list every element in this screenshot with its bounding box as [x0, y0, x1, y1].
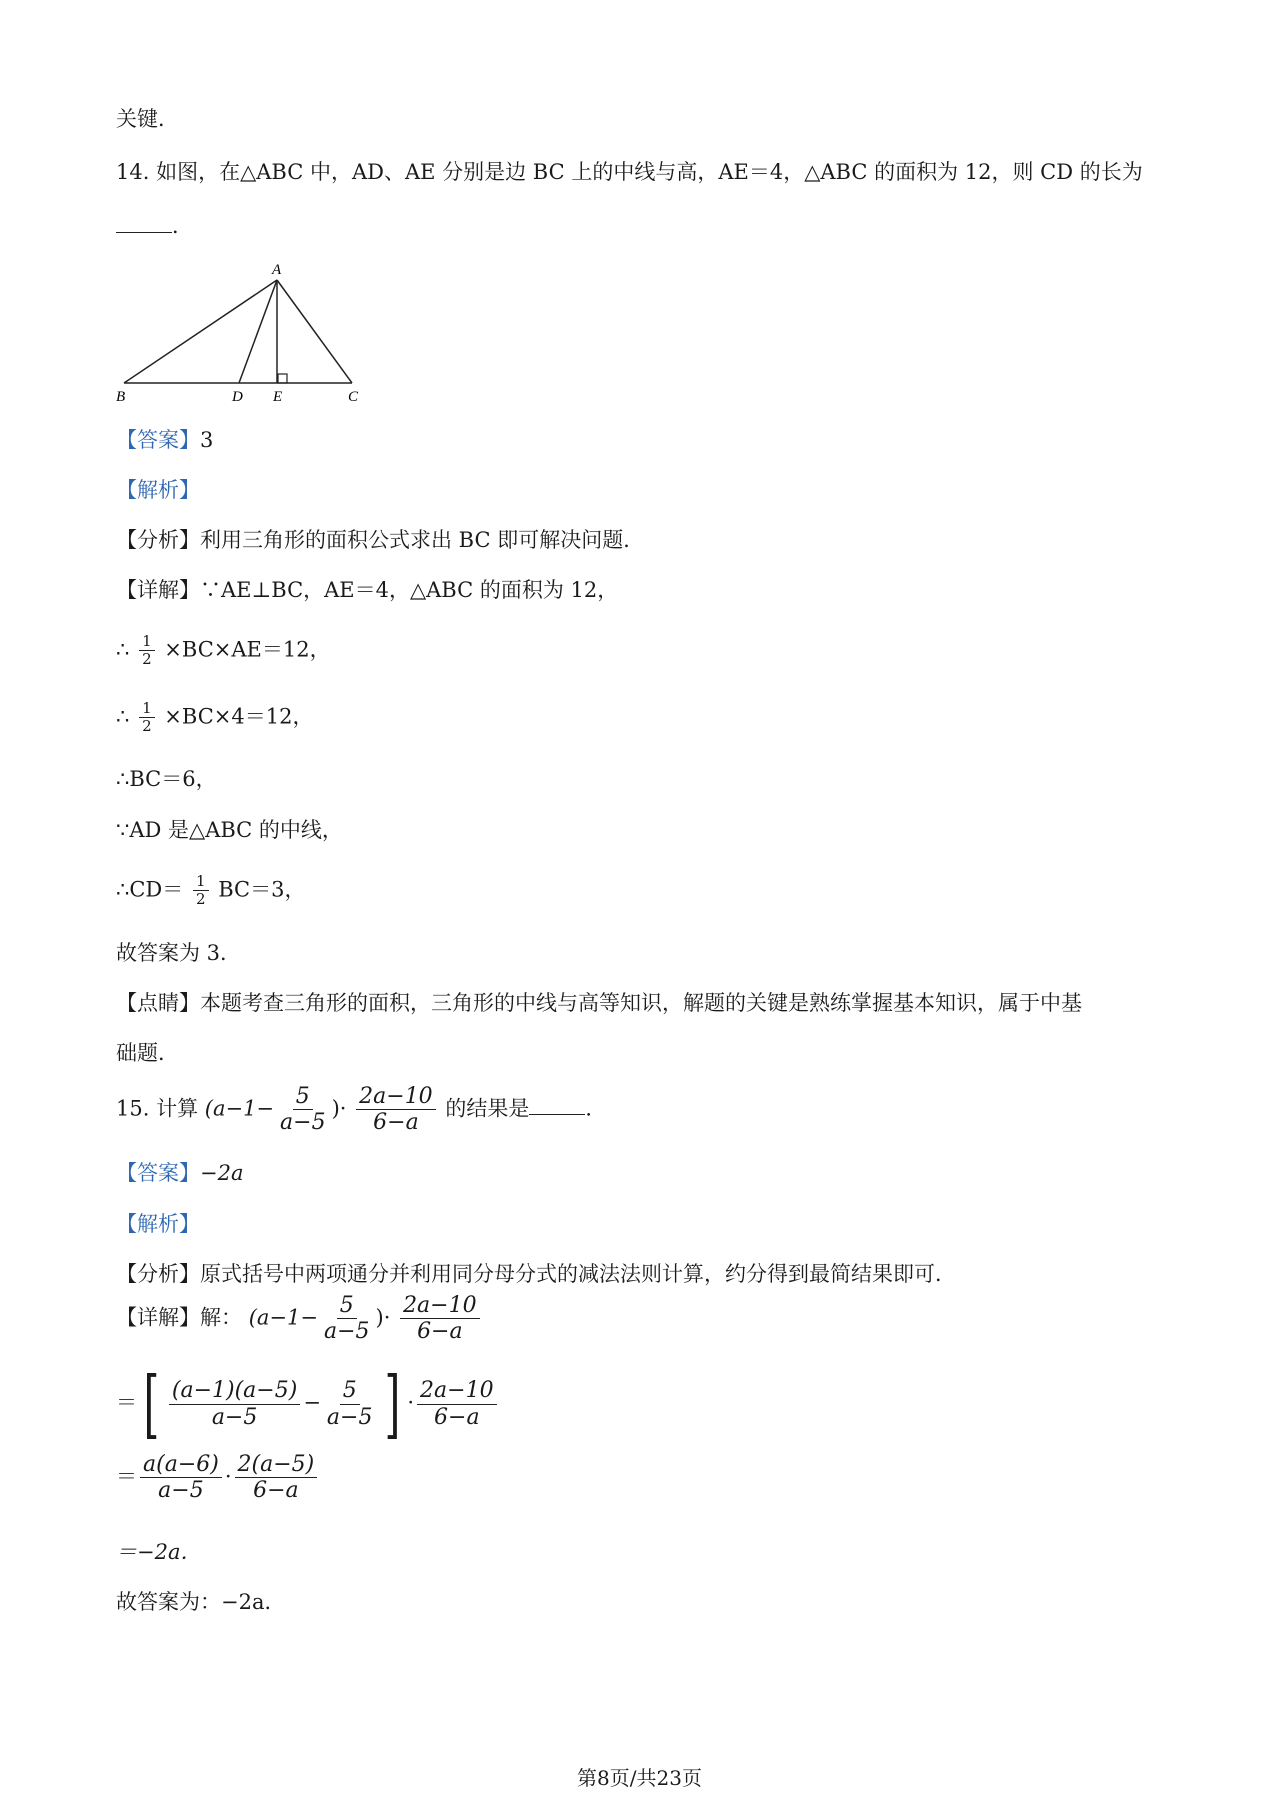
fraction-2a5-over-6-a: $\frac{2(a-5)}{6-a}$: [235, 1452, 318, 1504]
fraction-half: $\frac{1}{2}$: [139, 700, 155, 736]
step-4: ∵AD 是△ABC 的中线，: [116, 818, 343, 842]
answer-value: −2a: [200, 1161, 244, 1185]
step-15-2: ＝ $\frac{a(a-6)}{a-5}$ · $\frac{2(a-5)}{6-a}$: [116, 1452, 320, 1504]
fraction-2a-10-over-6-a: $\frac{2a-10}{6-a}$: [356, 1084, 436, 1136]
right-angle-mark: [278, 374, 287, 383]
previous-tail-text: 关键．: [116, 107, 179, 131]
label-d: D: [232, 389, 243, 405]
answer-label: 【答案】: [116, 1161, 200, 1185]
comment-14-cont: 础题．: [116, 1041, 179, 1065]
detail-14: 【详解】∵AE⊥BC，AE＝4，△ABC 的面积为 12，: [116, 578, 619, 602]
conclusion-14: 故答案为 3．: [116, 941, 242, 965]
segment-ab: [124, 280, 277, 383]
page-number-footer: 第8页/共23页: [577, 1766, 702, 1790]
step-3: ∴BC＝6，: [116, 767, 217, 791]
fraction-2a-10-over-6-a: $\frac{2a-10}{6-a}$: [400, 1293, 480, 1345]
answer-blank: [529, 1092, 585, 1115]
fraction-half: $\frac{1}{2}$: [139, 633, 155, 669]
median-ad: [239, 280, 277, 383]
fraction-5-over-a-5: $\frac{5}{a-5}$: [323, 1293, 370, 1345]
analysis-label-14: 【解析】: [116, 478, 200, 502]
analysis-15: 【分析】原式括号中两项通分并利用同分母分式的减法法则计算，约分得到最简结果即可．: [116, 1262, 956, 1286]
fraction-half: $\frac{1}{2}$: [193, 873, 209, 909]
fraction-a1a5-over-a-5: $\frac{(a-1)(a-5)}{a-5}$: [169, 1378, 300, 1430]
analysis-14: 【分析】利用三角形的面积公式求出 BC 即可解决问题．: [116, 528, 645, 552]
step-2: ∴ $\frac{1}{2}$ ×BC×4＝12，: [116, 699, 314, 736]
answer-blank: [116, 210, 172, 233]
question-14-blank-line: ．: [116, 210, 193, 241]
segment-ac: [277, 280, 352, 383]
fraction-5-over-a-5: $\frac{5}{a-5}$: [280, 1084, 326, 1136]
comment-14: 【点睛】本题考查三角形的面积，三角形的中线与高等知识，解题的关键是熟练掌握基本知识，属于中基: [116, 991, 1082, 1015]
left-bracket: [: [143, 1361, 160, 1447]
detail-15: 【详解】解： (a−1− $\frac{5}{a-5}$ )· $\frac{2a-10}{6-a}$: [116, 1293, 483, 1345]
label-e: E: [273, 389, 283, 405]
answer-14: [116, 425, 213, 455]
conclusion-15: 故答案为：−2a．: [116, 1590, 286, 1614]
analysis-label-15: 【解析】: [116, 1212, 200, 1236]
step-5: ∴CD＝ $\frac{1}{2}$ BC＝3，: [116, 872, 306, 909]
step-15-final: ＝−2a．: [116, 1540, 202, 1564]
answer-value: 3: [200, 428, 214, 452]
right-bracket: ]: [384, 1361, 401, 1447]
answer-label: 【答案】: [116, 428, 200, 452]
fraction-5-over-a-5: $\frac{5}{a-5}$: [326, 1378, 373, 1430]
answer-15: [116, 1158, 243, 1188]
label-b: B: [116, 389, 126, 405]
question-15: 15. 计算 (a−1− $\frac{5}{a-5}$ )· $\frac{2a-10}{6-a}$ 的结果是 ．: [116, 1084, 607, 1136]
step-15-1: ＝[ $\frac{(a-1)(a-5)}{a-5}$ − $\frac{5}{a-5}$ ] · $\frac{2a-10}{6-a}$: [116, 1367, 500, 1441]
triangle-figure: [110, 256, 370, 406]
fraction-2a-10-over-6-a: $\frac{2a-10}{6-a}$: [417, 1378, 497, 1430]
fraction-aa6-over-a-5: $\frac{a(a-6)}{a-5}$: [140, 1452, 222, 1504]
step-1: ∴ $\frac{1}{2}$ ×BC×AE＝12，: [116, 632, 331, 669]
label-a: A: [272, 262, 282, 278]
question-14-text: 14. 如图，在△ABC 中，AD、AE 分别是边 BC 上的中线与高，AE＝4，△ABC 的面积为 12，则 CD 的长为: [116, 160, 1143, 184]
label-c: C: [348, 389, 359, 405]
